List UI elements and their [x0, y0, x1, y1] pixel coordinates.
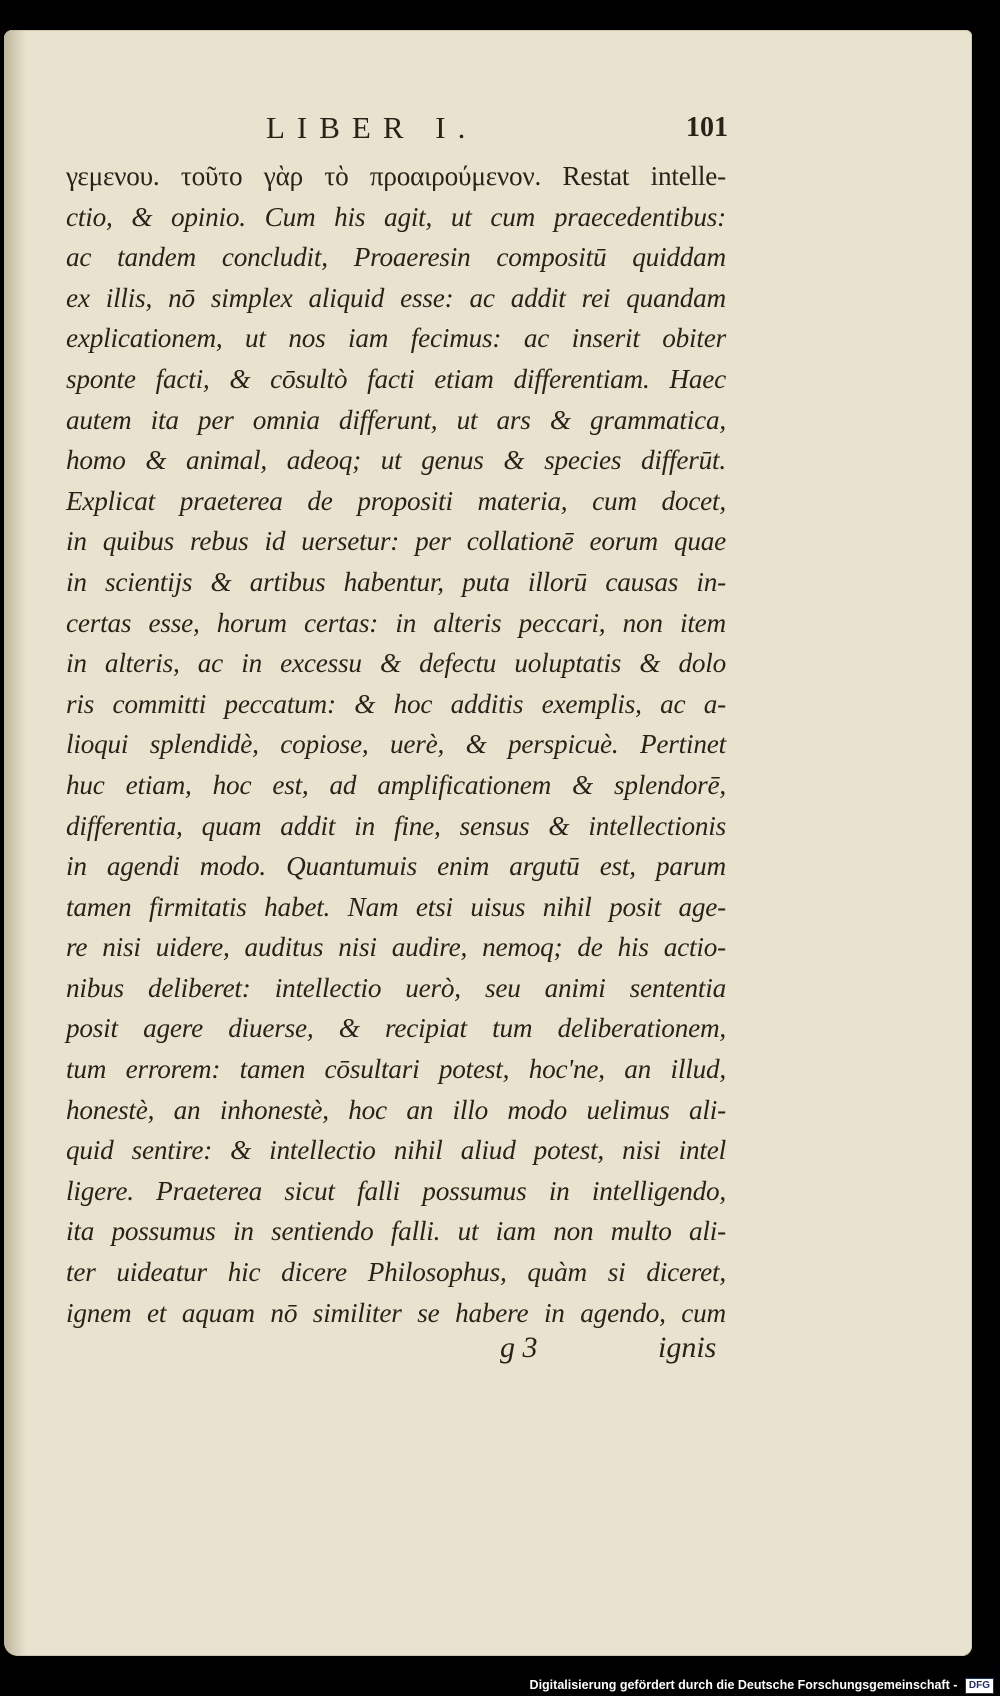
text-line: in agendi modo. Quantumuis enim argutū est, parum: [66, 851, 726, 882]
text-line: in alteris, ac in excessu & defectu uoluptatis & dolo: [66, 648, 726, 679]
digitization-notice-text: Digitalisierung gefördert durch die Deutsche Forschungsgemeinschaft -: [529, 1678, 958, 1692]
text-line: posit agere diuerse, & recipiat tum deliberationem,: [66, 1013, 726, 1044]
text-line: ignem et aquam nō similiter se habere in agendo, cum: [66, 1297, 726, 1328]
text-line: γεμενου. τοῦτο γὰρ τὸ προαιρούμενον. Restat intelle-: [66, 161, 726, 191]
text-block: [66, 110, 726, 1377]
text-line: differentia, quam addit in fine, sensus & intellectionis: [66, 810, 726, 841]
text-line: in scientijs & artibus habentur, puta illorū causas in-: [66, 566, 726, 597]
text-line: ac tandem concludit, Proaeresin compositū quiddam: [66, 242, 726, 273]
signature-mark: g 3: [500, 1331, 538, 1365]
running-title: LIBER I.: [266, 110, 478, 145]
page-number: 101: [686, 112, 728, 143]
text-line: autem ita per omnia differunt, ut ars & grammatica,: [66, 404, 726, 435]
text-line: nibus deliberet: intellectio uerò, seu animi sententia: [66, 972, 726, 1003]
text-line: ita possumus in sentiendo falli. ut iam non multo ali-: [66, 1216, 726, 1247]
text-line: quid sentire: & intellectio nihil aliud potest, nisi intel: [66, 1135, 726, 1166]
text-line: lioqui splendidè, copiose, uerè, & perspicuè. Pertinet: [66, 729, 726, 760]
text-line: homo & animal, adeoq; ut genus & species differūt.: [66, 445, 726, 476]
digitization-notice: [0, 1674, 1000, 1696]
text-line: ctio, & opinio. Cum his agit, ut cum praecedentibus:: [66, 201, 726, 232]
body-text: [66, 156, 726, 1333]
text-line: in quibus rebus id uersetur: per collationē eorum quae: [66, 526, 726, 557]
text-line: ligere. Praeterea sicut falli possumus in intelligendo,: [66, 1175, 726, 1206]
text-line: huc etiam, hoc est, ad amplificationem & splendorē,: [66, 769, 726, 800]
page-gutter-shadow: [4, 30, 26, 1656]
text-line: tamen firmitatis habet. Nam etsi uisus nihil posit age-: [66, 891, 726, 922]
text-line: ter uideatur hic dicere Philosophus, quàm si diceret,: [66, 1257, 726, 1288]
text-line: honestè, an inhonestè, hoc an illo modo uelimus ali-: [66, 1094, 726, 1125]
dfg-logo: DFG: [965, 1678, 994, 1694]
text-line: sponte facti, & cōsultò facti etiam differentiam. Haec: [66, 363, 726, 394]
text-line: ris committi peccatum: & hoc additis exemplis, ac a-: [66, 688, 726, 719]
running-head: [66, 110, 726, 150]
catchword: ignis: [658, 1331, 717, 1365]
signature-line: [66, 1331, 726, 1377]
text-line: tum errorem: tamen cōsultari potest, hoc'ne, an illud,: [66, 1054, 726, 1085]
text-line: certas esse, horum certas: in alteris peccari, non item: [66, 607, 726, 638]
text-line: re nisi uidere, auditus nisi audire, nemoq; de his actio-: [66, 932, 726, 963]
text-line: explicationem, ut nos iam fecimus: ac inserit obiter: [66, 323, 726, 354]
text-line: ex illis, nō simplex aliquid esse: ac addit rei quandam: [66, 282, 726, 313]
text-line: Explicat praeterea de propositi materia, cum docet,: [66, 485, 726, 516]
